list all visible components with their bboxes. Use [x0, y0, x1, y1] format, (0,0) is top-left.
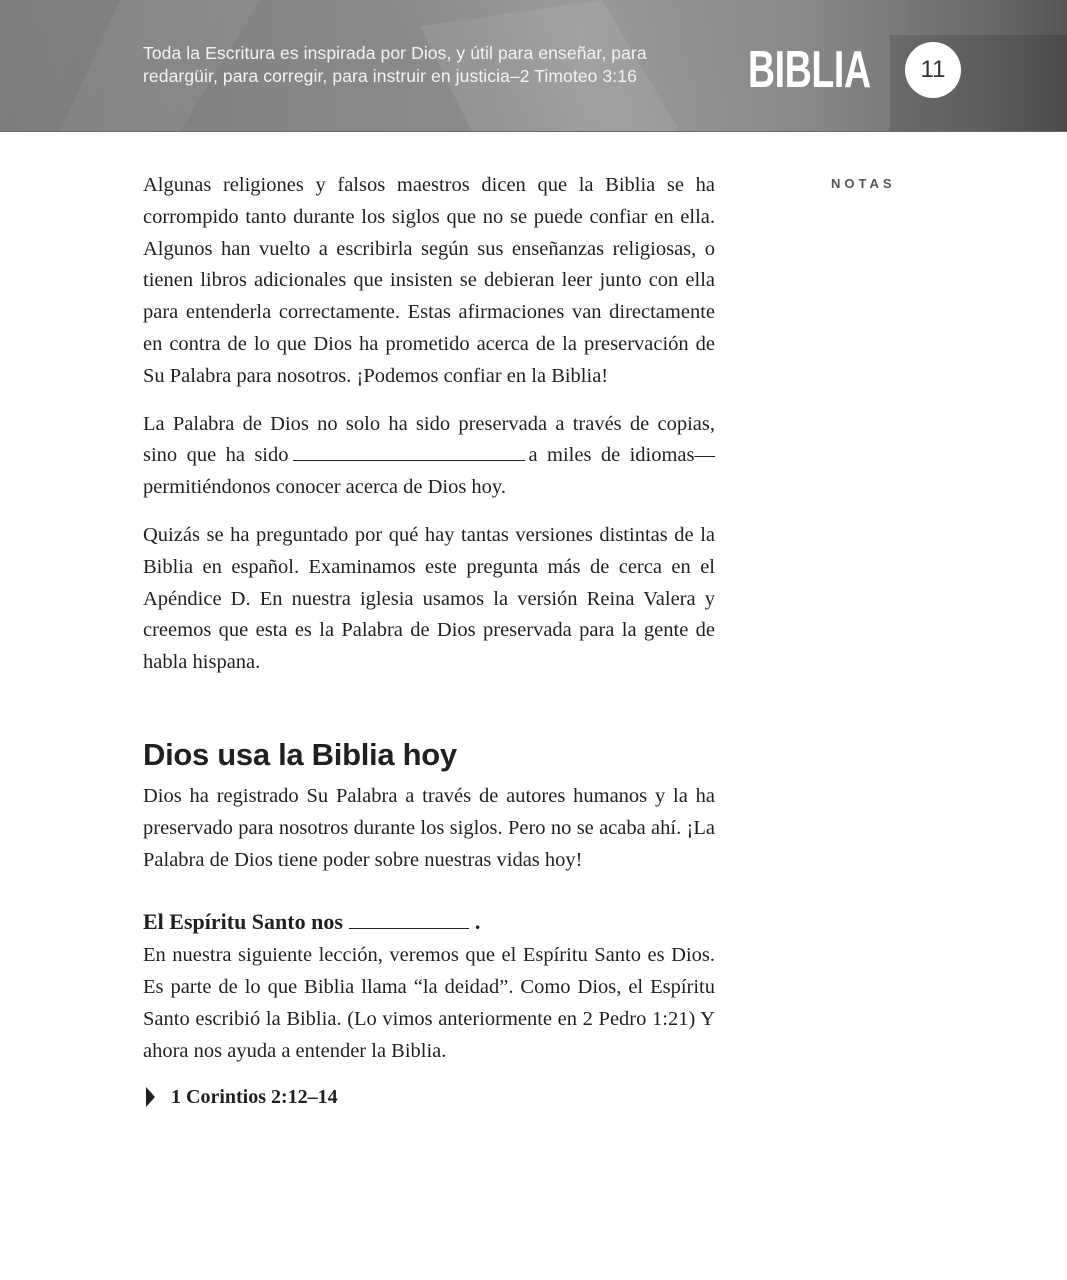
- main-content: [143, 170, 715, 1109]
- notes-label: NOTAS: [831, 176, 896, 191]
- paragraph: Dios ha registrado Su Palabra a través de autores humanos y la ha preservado para nosotros durante los siglos. Pero no se acaba ahí. ¡La Palabra de Dios tiene poder sobre nuestras vidas hoy!: [143, 784, 715, 871]
- paragraph-text: La Palabra de Dios no solo ha sido preservada a través de copias, sino que ha sido: [143, 412, 715, 467]
- paragraph-text: a miles de idiomas—permitiéndonos conocer acerca de Dios hoy.: [143, 444, 716, 499]
- page-number: 11: [920, 56, 946, 83]
- paragraph: Algunas religiones y falsos maestros dicen que la Biblia se ha corrompido tanto durante los siglos que no se puede confiar en ella. Algunos han vuelto a escribirla según sus enseñanzas religiosas, o tienen libros adicionales que insisten se debieran leer junto con ella para entenderla correctamente. Estas afirmaciones van directamente en contra de lo que Dios ha prometido acerca de la preservación de Su Palabra para nosotros. ¡Podemos confiar en la Biblia!: [143, 174, 715, 387]
- book-title: BIBLIA: [748, 41, 871, 99]
- sub-heading: [143, 906, 715, 938]
- reference-text: 1 Corintios 2:12–14: [171, 1085, 338, 1108]
- fill-in-blank: [293, 443, 525, 461]
- header-quote: Toda la Escritura es inspirada por Dios, y útil para enseñar, para redargüir, para corregir, para instruir en justicia–2 Timoteo 3:16: [143, 43, 647, 86]
- paragraph: En nuestra siguiente lección, veremos que el Espíritu Santo es Dios. Es parte de lo que Biblia llama “la deidad”. Como Dios, el Espíritu Santo escribió la Biblia. (Lo vimos anteriormente en 2 Pedro 1:21) Y ahora nos ayuda a entender la Biblia.: [143, 944, 715, 1062]
- fill-in-blank: [349, 911, 469, 929]
- page-header: [0, 0, 1067, 132]
- fill-in-paragraph: [143, 409, 715, 504]
- scripture-reference: [143, 1086, 715, 1109]
- triangle-bullet-icon: [146, 1087, 155, 1107]
- page-number-badge: [905, 42, 961, 98]
- section-heading: Dios usa la Biblia hoy: [143, 736, 457, 772]
- paragraph: Quizás se ha preguntado por qué hay tantas versiones distintas de la Biblia en español. Examinamos este pregunta más de cerca en el Apéndice D. En nuestra iglesia usamos la versión Reina Valera y creemos que esta es la Palabra de Dios preservada para la gente de habla hispana.: [143, 523, 715, 674]
- sub-heading-period: .: [474, 909, 481, 935]
- sub-heading-text: El Espíritu Santo nos: [143, 909, 343, 935]
